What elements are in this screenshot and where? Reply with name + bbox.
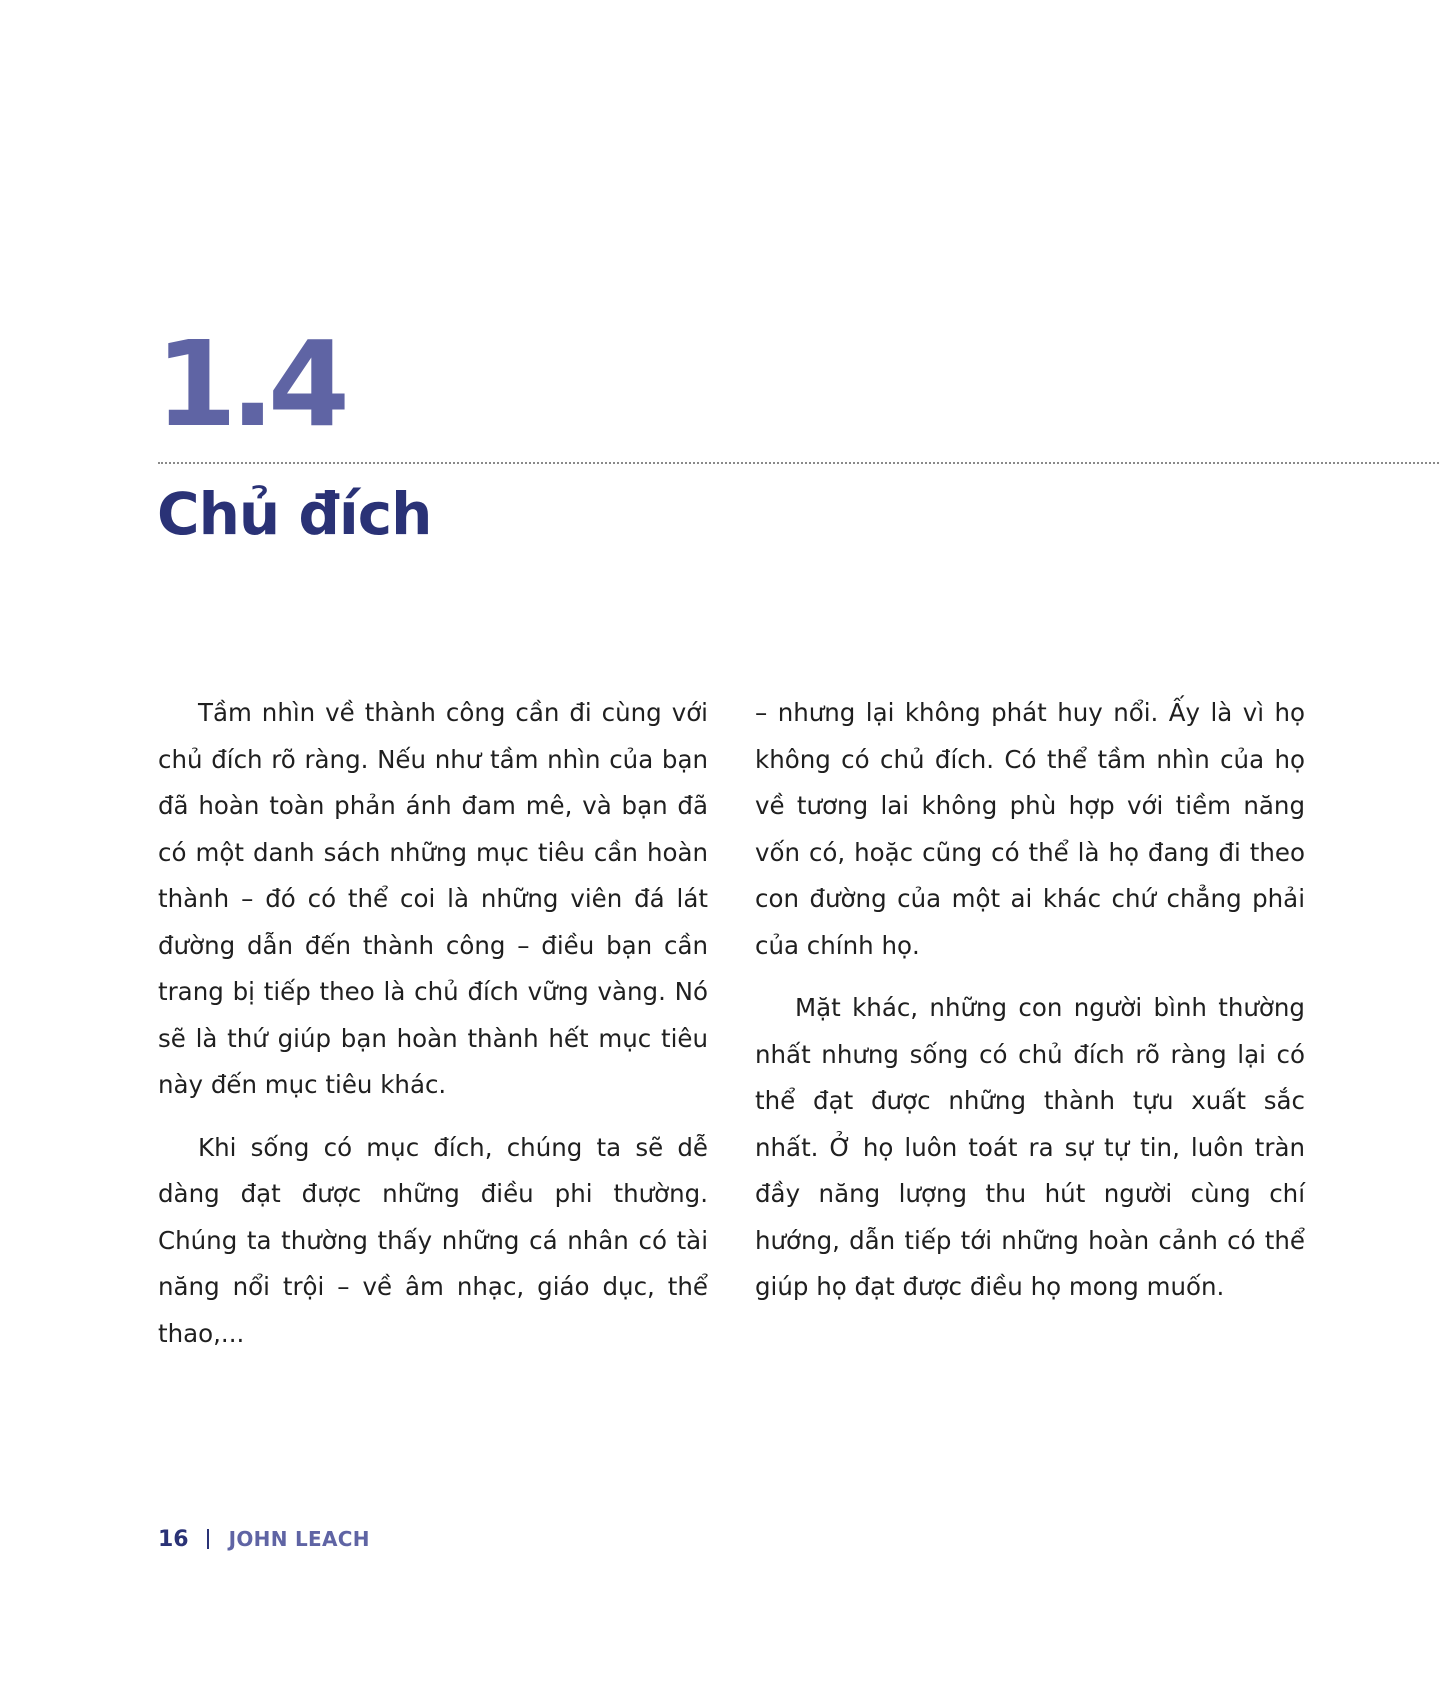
body-paragraph: – nhưng lại không phát huy nổi. Ấy là vì họ không có chủ đích. Có thể tầm nhìn của họ về tương lai không phù hợp với tiềm năng vốn có, hoặc cũng có thể là họ đang đi theo con đường của một ai khác chứ chẳng phải của chính họ. (755, 698, 1305, 960)
body-paragraph: Khi sống có mục đích, chúng ta sẽ dễ dàng đạt được những điều phi thường. Chúng ta thường thấy những cá nhân có tài năng nổi trội – về âm nhạc, giáo dục, thể thao,... (158, 1132, 708, 1348)
author-name: JOHN LEACH (228, 1527, 370, 1551)
section-title: Chủ đích (157, 480, 432, 548)
body-paragraph: Tầm nhìn về thành công cần đi cùng với chủ đích rõ ràng. Nếu như tầm nhìn của bạn đã hoàn toàn phản ánh đam mê, và bạn đã có một danh sách những mục tiêu cần hoàn thành – đó có thể coi là những viên đá lát đường dẫn đến thành công – điều bạn cần trang bị tiếp theo là chủ đích vững vàng. Nó sẽ là thứ giúp bạn hoàn thành hết mục tiêu này đến mục tiêu khác. (158, 698, 708, 1099)
section-number: 1.4 (155, 315, 344, 453)
dotted-divider (158, 462, 1439, 464)
left-text-column (158, 690, 708, 1373)
footer-divider (207, 1529, 209, 1549)
page-footer (158, 1524, 370, 1554)
body-paragraph: Mặt khác, những con người bình thường nhất nhưng sống có chủ đích rõ ràng lại có thể đạt được những thành tựu xuất sắc nhất. Ở họ luôn toát ra sự tự tin, luôn tràn đầy năng lượng thu hút người cùng chí hướng, dẫn tiếp tới những hoàn cảnh có thể giúp họ đạt được điều họ mong muốn. (755, 993, 1305, 1301)
page-number: 16 (158, 1526, 189, 1552)
right-text-column (755, 690, 1305, 1327)
